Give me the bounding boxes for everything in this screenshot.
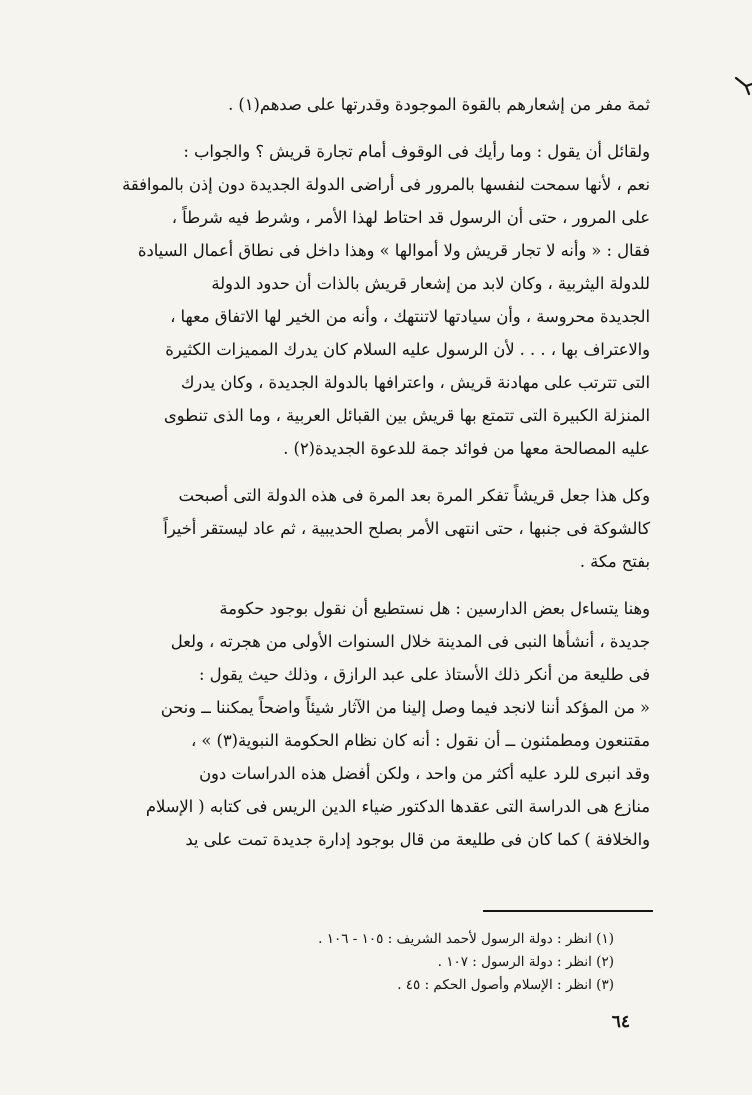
- paragraph-2: [118, 135, 650, 465]
- text-line: مقتنعون ومطمئنون ــ أن نقول : أنه كان نظام الحكومة النبوية(٣) » ،: [190, 731, 650, 750]
- footnote-divider: [483, 910, 653, 912]
- text-line: وكل هذا جعل قريشاً تفكر المرة بعد المرة فى هذه الدولة التى أصبحت: [178, 486, 650, 505]
- footnote-3: (٣) انظر : الإسلام وأصول الحكم : ٤٥ .: [397, 977, 614, 993]
- text-line: للدولة اليثربية ، وكان لابد من إشعار قريش بالذات أن حدود الدولة: [211, 274, 650, 293]
- text-line: فى طليعة من أنكر ذلك الأستاذ على عبد الرازق ، وذلك حيث يقول :: [199, 665, 650, 684]
- paragraph-1: [118, 88, 650, 121]
- text-line: وهنا يتساءل بعض الدارسين : هل نستطيع أن نقول بوجود حكومة: [219, 599, 650, 618]
- page-number: ٦٤: [611, 1012, 630, 1032]
- paragraph-3: [118, 479, 650, 578]
- margin-mark-icon: [734, 74, 752, 96]
- text-line: نعم ، لأنها سمحت لنفسها بالمرور فى أراضى الدولة الجديدة دون إذن بالموافقة: [122, 175, 650, 194]
- text-line: والاعتراف بها ، . . . لأن الرسول عليه السلام كان يدرك المميزات الكثيرة: [165, 340, 650, 359]
- text-line: الجديدة محروسة ، وأن سيادتها لاتنتهك ، وأنه من الخير لها الاتفاق معها ،: [170, 307, 650, 326]
- text-line: المنزلة الكبيرة التى تتمتع بها قريش بين القبائل العربية ، وما الذى تنطوى: [163, 406, 650, 425]
- text-line: كالشوكة فى جنبها ، حتى انتهى الأمر بصلح الحديبية ، ثم عاد ليستقر أخيراً: [163, 519, 650, 538]
- text-line: جديدة ، أنشأها النبى فى المدينة خلال السنوات الأولى من هجرته ، ولعل: [170, 632, 650, 651]
- paragraph-4: [118, 592, 650, 856]
- text-line: عليه المصالحة معها من فوائد جمة للدعوة الجديدة(٢) .: [283, 439, 650, 458]
- text-line: « من المؤكد أننا لانجد فيما وصل إلينا من الآثار شيئاً واضحاً يمكننا ــ ونحن: [160, 698, 650, 717]
- text-line: على المرور ، حتى أن الرسول قد احتاط لهذا الأمر ، وشرط فيه شرطاً ،: [171, 208, 650, 227]
- footnote-1: (١) انظر : دولة الرسول لأحمد الشريف : ١٠٥ - ١٠٦ .: [318, 931, 614, 947]
- text-line: بفتح مكة .: [579, 552, 650, 571]
- footnotes: [134, 928, 614, 997]
- text-line: منازع هى الدراسة التى عقدها الدكتور ضياء الدين الريس فى كتابه ( الإسلام: [145, 797, 650, 816]
- text-line: ولقائل أن يقول : وما رأيك فى الوقوف أمام تجارة قريش ؟ والجواب :: [183, 142, 650, 161]
- text-line: التى تترتب على مهادنة قريش ، واعترافها بالدولة الجديدة ، وكان يدرك: [180, 373, 650, 392]
- page-body: [118, 88, 650, 856]
- text-line: وقد انبرى للرد عليه أكثر من واحد ، ولكن أفضل هذه الدراسات دون: [199, 764, 650, 783]
- text-line: ثمة مفر من إشعارهم بالقوة الموجودة وقدرتها على صدهم(١) .: [228, 95, 650, 114]
- footnote-2: (٢) انظر : دولة الرسول : ١٠٧ .: [437, 954, 614, 970]
- text-line: فقال : « وأنه لا تجار قريش ولا أموالها » وهذا داخل فى نطاق أعمال السيادة: [137, 241, 650, 260]
- text-line: والخلافة ) كما كان فى طليعة من قال بوجود إدارة جديدة تمت على يد: [185, 830, 650, 849]
